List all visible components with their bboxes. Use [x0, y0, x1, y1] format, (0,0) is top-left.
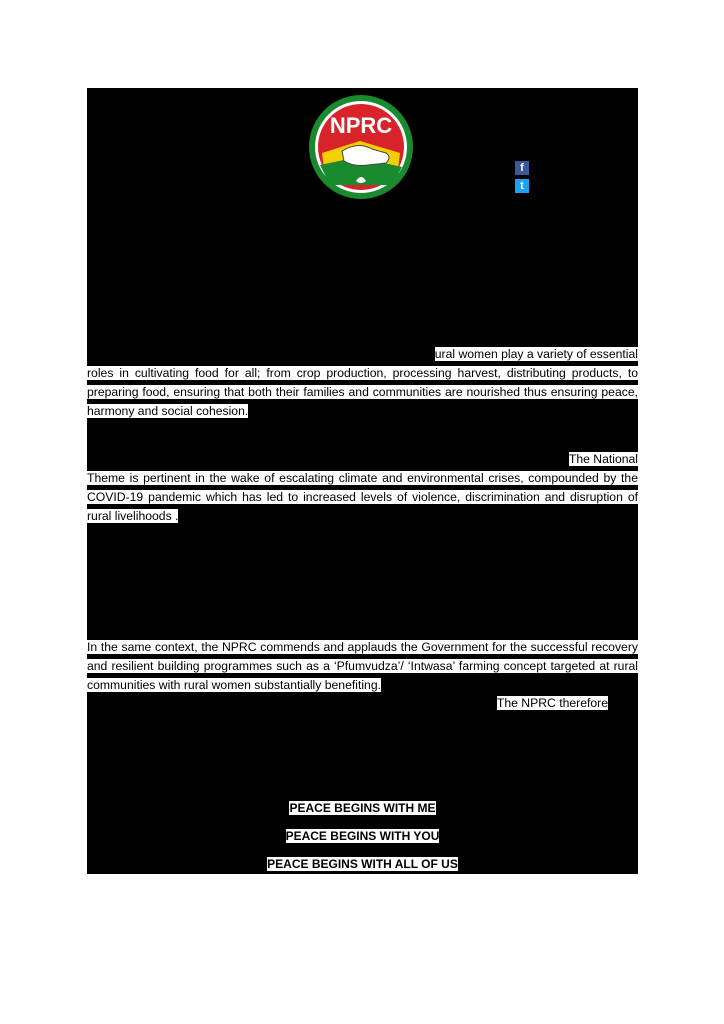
- p1-body: roles in cultivating food for all; from crop production, processing harvest, distributing products, to preparing food, ensuring that both their families and communities are nourished thus ensuring peace, harmony and social cohesion.: [87, 366, 638, 418]
- slogan-text: PEACE BEGINS WITH YOU: [285, 829, 440, 843]
- p1-first-line: ural women play a variety of essential: [434, 347, 638, 361]
- slogan-me: [87, 800, 638, 816]
- slogan-text: PEACE BEGINS WITH ALL OF US: [267, 857, 458, 871]
- p2-body: Theme is pertinent in the wake of escalating climate and environmental crises, compounded by the COVID-19 pandemic which has led to increased levels of violence, discrimination and disruption of rural livelihoods .: [87, 471, 638, 523]
- p3-body: In the same context, the NPRC commends and applauds the Government for the successful recovery and resilient building programmes such as a ‘Pfumvudza’/ ‘Intwasa’ farming concept targeted at rural communities with rural women substantially benefiting.: [87, 640, 638, 692]
- slogan-all: [87, 856, 638, 872]
- paragraph-nprc-therefore: [87, 694, 638, 713]
- paragraph-rural-women: [87, 345, 638, 421]
- logo-text: NPRC: [329, 113, 393, 138]
- paragraph-same-context: [87, 638, 638, 695]
- slogan-you: [87, 828, 638, 844]
- social-icons: [515, 161, 529, 197]
- p2-first-line: The National: [568, 452, 638, 466]
- p4-body: The NPRC therefore: [496, 696, 608, 710]
- twitter-icon[interactable]: t: [515, 179, 529, 193]
- slogan-text: PEACE BEGINS WITH ME: [289, 801, 436, 815]
- redacted-document-page: [87, 88, 638, 874]
- nprc-logo: [302, 93, 420, 201]
- paragraph-national-theme: [87, 450, 638, 526]
- facebook-icon[interactable]: f: [515, 161, 529, 175]
